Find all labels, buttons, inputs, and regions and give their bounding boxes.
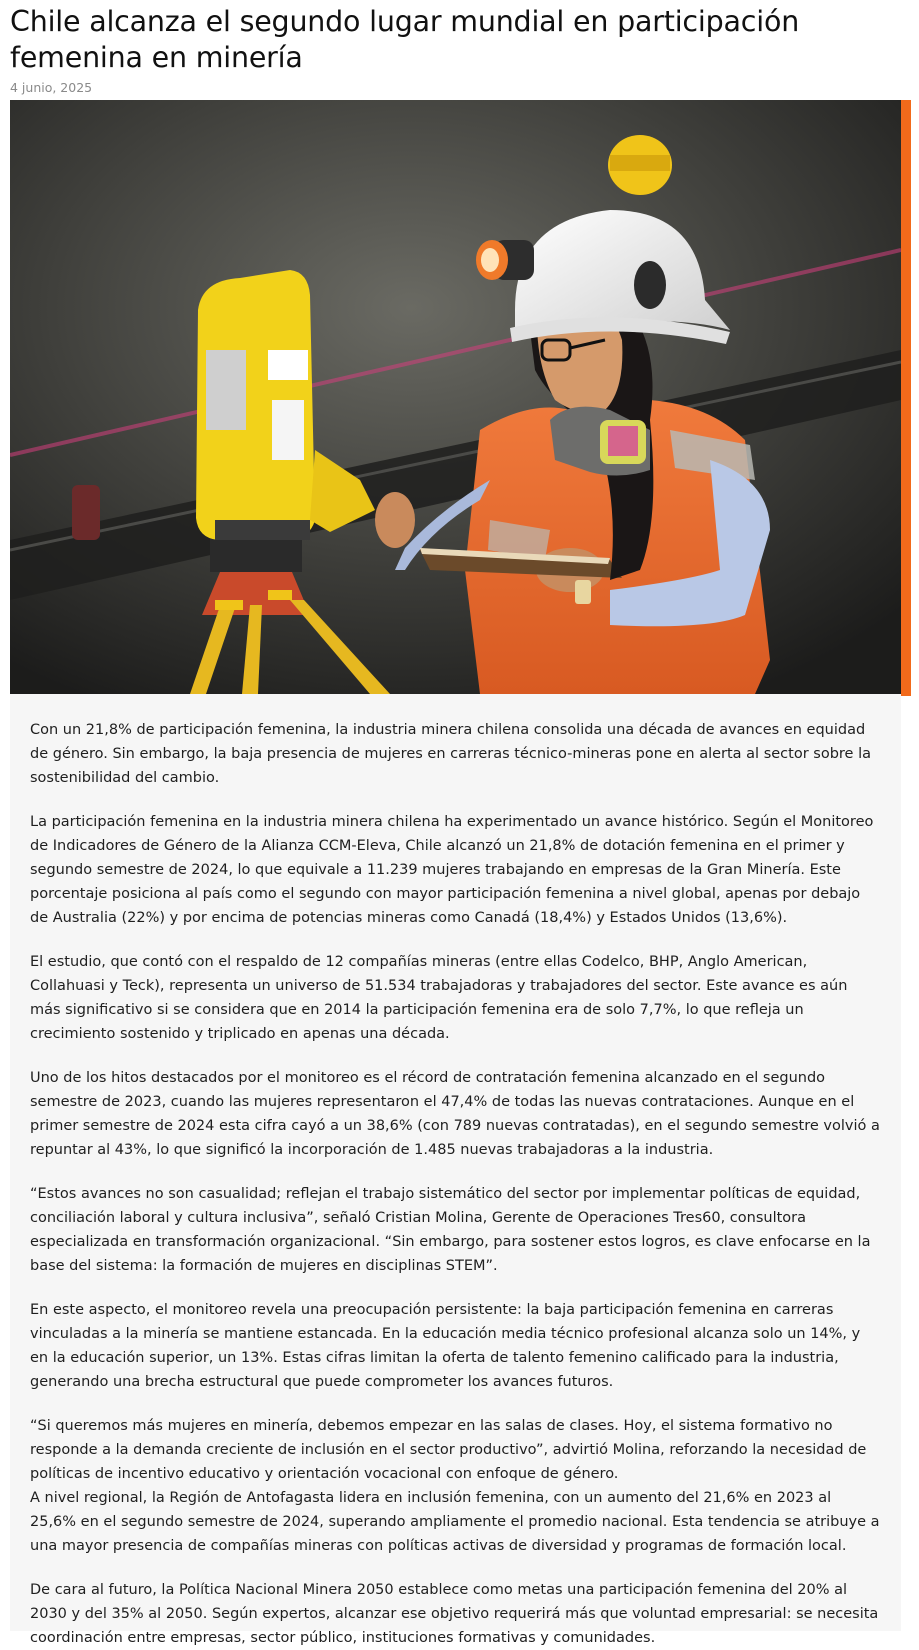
accent-bar [901, 100, 911, 696]
paragraph: De cara al futuro, la Política Nacional Minera 2050 establece como metas una participación femenina del 20% al 2030 y del 35% al 2050. Según expertos, alcanzar ese objetivo requerirá más que voluntad empresarial: se necesita coordinación entre empresas, sector público, instituciones formativas y comunidades. [30, 1582, 879, 1646]
paragraph-quote: “Estos avances no son casualidad; reflejan el trabajo sistemático del sector por implementar políticas de equidad, conciliación laboral y cultura inclusiva”, señaló Cristian Molina, Gerente de Operaciones Tres60, consultora especializada en transformación organizacional. “Sin embargo, para sostener estos logros, es clave enfocarse en la base del sistema: la formación de mujeres en disciplinas STEM”. [30, 1186, 871, 1274]
paragraph: A nivel regional, la Región de Antofagasta lidera en inclusión femenina, con un aumento del 21,6% en 2023 al 25,6% en el segundo semestre de 2024, superando ampliamente el promedio nacional. Esta tendencia se atribuye a una mayor presencia de compañías mineras con políticas activas de diversidad y programas de formación local. [30, 1490, 880, 1554]
hero-image [10, 100, 901, 694]
article-title: Chile alcanza el segundo lugar mundial en participación femenina en minería [10, 5, 800, 74]
publish-date: 4 junio, 2025 [10, 80, 93, 95]
paragraph: Uno de los hitos destacados por el monitoreo es el récord de contratación femenina alcanzado en el segundo semestre de 2023, cuando las mujeres representaron el 47,4% de todas las nuevas contrataciones. Aunque en el primer semestre de 2024 esta cifra cayó a un 38,6% (con 789 nuevas contratadas), en el segundo semestre volvió a repuntar al 43%, lo que significó la incorporación de 1.485 nuevas trabajadoras a la industria. [30, 1070, 880, 1158]
paragraph: El estudio, que contó con el respaldo de 12 compañías mineras (entre ellas Codelco, BHP, Anglo American, Collahuasi y Teck), representa un universo de 51.534 trabajadoras y trabajadores del sector. Este avance es aún más significativo si se considera que en 2014 la participación femenina era de solo 7,7%, lo que refleja un crecimiento sostenido y triplicado en apenas una década. [30, 954, 848, 1042]
paragraph-quote: “Si queremos más mujeres en minería, debemos empezar en las salas de clases. Hoy, el sistema formativo no responde a la demanda creciente de inclusión en el sector productivo”, advirtió Molina, reforzando la necesidad de políticas de incentivo educativo y orientación vocacional con enfoque de género. [30, 1418, 867, 1482]
paragraph: En este aspecto, el monitoreo revela una preocupación persistente: la baja participación femenina en carreras vinculadas a la minería se mantiene estancada. En la educación media técnico profesional alcanza solo un 14%, y en la educación superior, un 13%. Estas cifras limitan la oferta de talento femenino calificado para la industria, generando una brecha estructural que puede comprometer los avances futuros. [30, 1302, 861, 1390]
paragraph: La participación femenina en la industria minera chilena ha experimentado un avance histórico. Según el Monitoreo de Indicadores de Género de la Alianza CCM-Eleva, Chile alcanzó un 21,8% de dotación femenina en el primer y segundo semestre de 2024, lo que equivale a 11.239 mujeres trabajando en empresas de la Gran Minería. Este porcentaje posiciona al país como el segundo con mayor participación femenina a nivel global, apenas por debajo de Australia (22%) y por encima de potencias mineras como Canadá (18,4%) y Estados Unidos (13,6%). [30, 814, 874, 926]
paragraph-lead: Con un 21,8% de participación femenina, la industria minera chilena consolida una década de avances en equidad de género. Sin embargo, la baja presencia de mujeres en carreras técnico-mineras pone en alerta al sector sobre la sostenibilidad del cambio. [30, 722, 871, 786]
article-body [10, 694, 901, 1646]
